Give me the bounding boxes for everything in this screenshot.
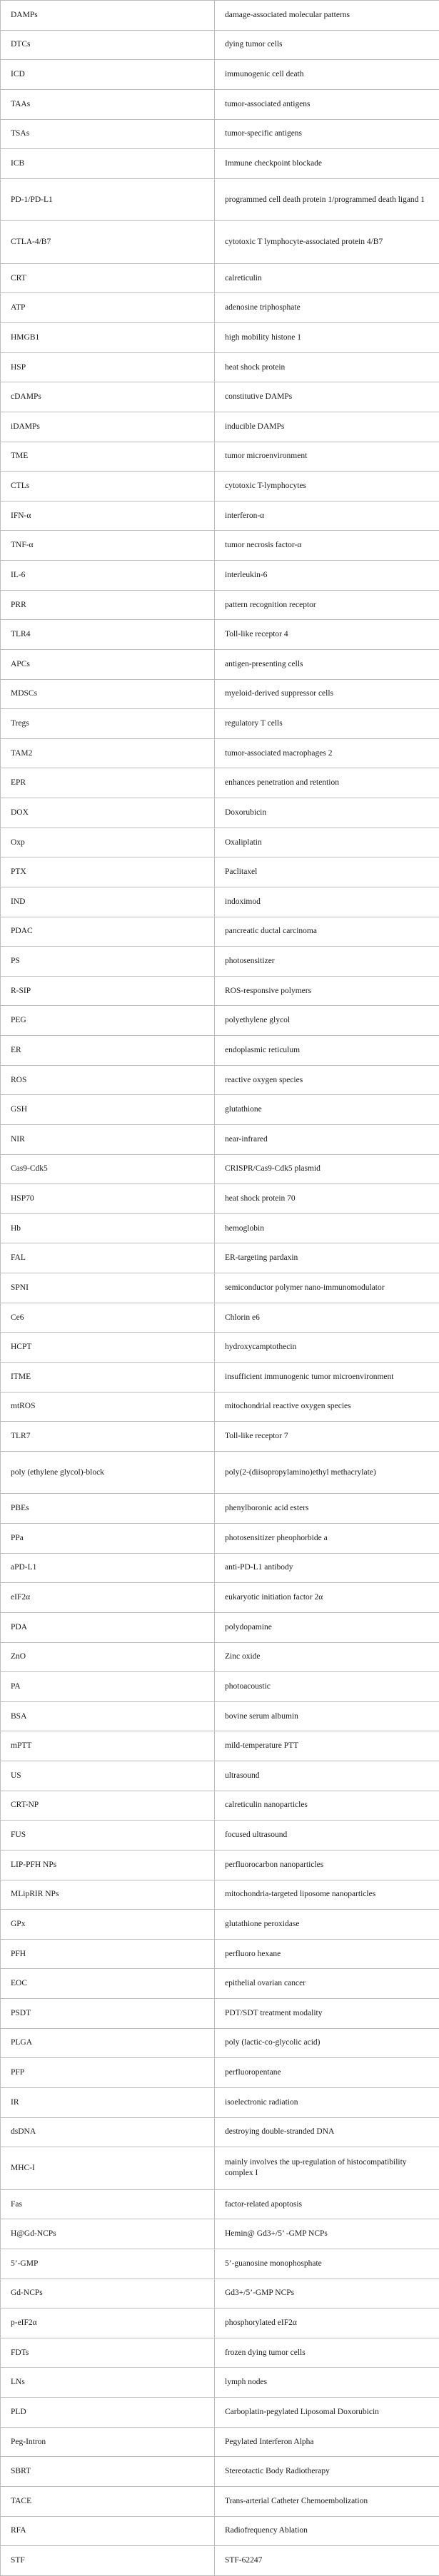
table-row (1, 30, 439, 60)
definition-cell: tumor-associated antigens (215, 89, 439, 119)
abbreviation-cell: PLD (1, 2398, 215, 2428)
definition-cell: Zinc oxide (215, 1642, 439, 1672)
definition-cell: perfluoropentane (215, 2058, 439, 2088)
table-row (1, 501, 439, 531)
table-row (1, 1880, 439, 1910)
table-row (1, 1969, 439, 1999)
abbreviation-cell: dsDNA (1, 2117, 215, 2147)
abbreviation-cell: HCPT (1, 1333, 215, 1363)
abbreviation-cell: TAM2 (1, 738, 215, 768)
definition-cell: pancreatic ductal carcinoma (215, 917, 439, 947)
table-row (1, 679, 439, 709)
definition-cell: CRISPR/Cas9-Cdk5 plasmid (215, 1154, 439, 1184)
abbreviation-cell: EPR (1, 768, 215, 798)
table-row (1, 2219, 439, 2249)
definition-cell: Hemin@ Gd3+/5’ -GMP NCPs (215, 2219, 439, 2249)
definition-cell: heat shock protein 70 (215, 1184, 439, 1214)
table-row (1, 89, 439, 119)
abbreviation-cell: PRR (1, 590, 215, 620)
abbreviation-cell: DTCs (1, 30, 215, 60)
table-row (1, 649, 439, 679)
abbreviation-cell: PEG (1, 1006, 215, 1036)
definition-cell: polyethylene glycol (215, 1006, 439, 1036)
definition-cell: photoacoustic (215, 1672, 439, 1702)
abbreviations-table-body (1, 1, 439, 2576)
abbreviation-cell: RFA (1, 2516, 215, 2546)
abbreviation-cell: HSP (1, 352, 215, 382)
definition-cell: lymph nodes (215, 2368, 439, 2398)
table-row (1, 1701, 439, 1731)
abbreviation-cell: CTLA-4/B7 (1, 221, 215, 264)
abbreviation-cell: Cas9-Cdk5 (1, 1154, 215, 1184)
abbreviation-cell: IR (1, 2087, 215, 2117)
definition-cell: semiconductor polymer nano-immunomodulator (215, 1273, 439, 1303)
table-row (1, 2249, 439, 2279)
definition-cell: Toll-like receptor 7 (215, 1422, 439, 1452)
definition-cell: high mobility histone 1 (215, 323, 439, 353)
table-row (1, 149, 439, 179)
definition-cell: PDT/SDT treatment modality (215, 1999, 439, 2029)
abbreviation-cell: IFN-α (1, 501, 215, 531)
abbreviation-cell: CRT (1, 263, 215, 293)
table-row (1, 1524, 439, 1554)
abbreviation-cell: Fas (1, 2189, 215, 2219)
table-row (1, 1672, 439, 1702)
abbreviation-cell: 5’-GMP (1, 2249, 215, 2279)
abbreviation-cell: poly (ethylene glycol)-block (1, 1451, 215, 1494)
table-row (1, 1065, 439, 1095)
table-row (1, 412, 439, 442)
definition-cell: regulatory T cells (215, 709, 439, 739)
table-row (1, 1362, 439, 1392)
table-row (1, 2338, 439, 2368)
abbreviation-cell: Hb (1, 1213, 215, 1243)
table-row (1, 178, 439, 221)
definition-cell: hydroxycamptothecin (215, 1333, 439, 1363)
abbreviation-cell: EOC (1, 1969, 215, 1999)
definition-cell: Stereotactic Body Radiotherapy (215, 2457, 439, 2487)
abbreviation-cell: IL-6 (1, 561, 215, 591)
definition-cell: eukaryotic initiation factor 2α (215, 1583, 439, 1613)
definition-cell: near-infrared (215, 1124, 439, 1154)
table-row (1, 60, 439, 90)
abbreviation-cell: ITME (1, 1362, 215, 1392)
table-row (1, 1850, 439, 1880)
definition-cell: adenosine triphosphate (215, 293, 439, 323)
abbreviation-cell: iDAMPs (1, 412, 215, 442)
definition-cell: programmed cell death protein 1/programmed death ligand 1 (215, 178, 439, 221)
abbreviation-cell: mtROS (1, 1392, 215, 1422)
table-row (1, 1731, 439, 1761)
table-row (1, 472, 439, 502)
table-row (1, 2147, 439, 2190)
definition-cell: STF-62247 (215, 2546, 439, 2576)
definition-cell: factor-related apoptosis (215, 2189, 439, 2219)
definition-cell: phenylboronic acid esters (215, 1494, 439, 1524)
definition-cell: hemoglobin (215, 1213, 439, 1243)
definition-cell: frozen dying tumor cells (215, 2338, 439, 2368)
abbreviation-cell: PDAC (1, 917, 215, 947)
definition-cell: cytotoxic T lymphocyte-associated protein 4/B7 (215, 221, 439, 264)
definition-cell: bovine serum albumin (215, 1701, 439, 1731)
definition-cell: poly(2-(diisopropylamino)ethyl methacrylate) (215, 1451, 439, 1494)
abbreviation-cell: mPTT (1, 1731, 215, 1761)
table-row (1, 1154, 439, 1184)
definition-cell: heat shock protein (215, 352, 439, 382)
table-row (1, 1821, 439, 1850)
abbreviation-cell: GPx (1, 1910, 215, 1940)
abbreviation-cell: MHC-I (1, 2147, 215, 2190)
abbreviation-cell: PSDT (1, 1999, 215, 2029)
table-row (1, 1243, 439, 1273)
table-row (1, 2058, 439, 2088)
abbreviation-cell: PFH (1, 1939, 215, 1969)
definition-cell: phosphorylated eIF2α (215, 2308, 439, 2338)
table-row (1, 1553, 439, 1583)
table-row (1, 2028, 439, 2058)
table-row (1, 221, 439, 264)
table-row (1, 1303, 439, 1333)
table-row (1, 2516, 439, 2546)
table-row (1, 1939, 439, 1969)
abbreviation-cell: ROS (1, 1065, 215, 1095)
abbreviation-cell: TLR4 (1, 620, 215, 650)
table-row (1, 2279, 439, 2308)
definition-cell: ultrasound (215, 1761, 439, 1791)
table-row (1, 1184, 439, 1214)
table-row (1, 1273, 439, 1303)
table-row (1, 293, 439, 323)
definition-cell: cytotoxic T-lymphocytes (215, 472, 439, 502)
abbreviation-cell: MLipRIR NPs (1, 1880, 215, 1910)
definition-cell: Doxorubicin (215, 798, 439, 828)
table-row (1, 1451, 439, 1494)
definition-cell: photosensitizer pheophorbide a (215, 1524, 439, 1554)
table-row (1, 1124, 439, 1154)
table-row (1, 1791, 439, 1821)
table-row (1, 738, 439, 768)
table-row (1, 1494, 439, 1524)
definition-cell: constitutive DAMPs (215, 382, 439, 412)
abbreviation-cell: DAMPs (1, 1, 215, 31)
table-row (1, 531, 439, 561)
abbreviation-cell: CRT-NP (1, 1791, 215, 1821)
abbreviation-cell: LNs (1, 2368, 215, 2398)
abbreviation-cell: Tregs (1, 709, 215, 739)
table-row (1, 2486, 439, 2516)
table-row (1, 2546, 439, 2576)
abbreviation-cell: PDA (1, 1612, 215, 1642)
abbreviation-cell: TACE (1, 2486, 215, 2516)
definition-cell: Radiofrequency Ablation (215, 2516, 439, 2546)
abbreviation-cell: APCs (1, 649, 215, 679)
abbreviation-cell: ATP (1, 293, 215, 323)
abbreviation-cell: TSAs (1, 119, 215, 149)
table-row (1, 2087, 439, 2117)
definition-cell: Gd3+/5’-GMP NCPs (215, 2279, 439, 2308)
table-row (1, 561, 439, 591)
definition-cell: tumor-specific antigens (215, 119, 439, 149)
definition-cell: Oxaliplatin (215, 828, 439, 857)
table-row (1, 1392, 439, 1422)
definition-cell: interleukin-6 (215, 561, 439, 591)
table-row (1, 2308, 439, 2338)
definition-cell: tumor-associated macrophages 2 (215, 738, 439, 768)
definition-cell: glutathione (215, 1095, 439, 1125)
definition-cell: 5’-guanosine monophosphate (215, 2249, 439, 2279)
definition-cell: inducible DAMPs (215, 412, 439, 442)
definition-cell: photosensitizer (215, 947, 439, 977)
abbreviation-cell: ER (1, 1036, 215, 1066)
abbreviation-cell: ICB (1, 149, 215, 179)
table-row (1, 119, 439, 149)
abbreviation-cell: DOX (1, 798, 215, 828)
definition-cell: poly (lactic-co-glycolic acid) (215, 2028, 439, 2058)
definition-cell: interferon-α (215, 501, 439, 531)
abbreviation-cell: FDTs (1, 2338, 215, 2368)
definition-cell: mainly involves the up-regulation of histocompatibility complex I (215, 2147, 439, 2190)
table-row (1, 2368, 439, 2398)
abbreviation-cell: PS (1, 947, 215, 977)
table-row (1, 323, 439, 353)
definition-cell: Carboplatin-pegylated Liposomal Doxorubicin (215, 2398, 439, 2428)
table-row (1, 442, 439, 472)
abbreviation-cell: p-eIF2α (1, 2308, 215, 2338)
abbreviation-cell: PTX (1, 857, 215, 887)
abbreviation-cell: STF (1, 2546, 215, 2576)
abbreviation-cell: Ce6 (1, 1303, 215, 1333)
abbreviation-cell: FUS (1, 1821, 215, 1850)
definition-cell: Paclitaxel (215, 857, 439, 887)
abbreviation-cell: Oxp (1, 828, 215, 857)
definition-cell: focused ultrasound (215, 1821, 439, 1850)
definition-cell: epithelial ovarian cancer (215, 1969, 439, 1999)
abbreviation-cell: cDAMPs (1, 382, 215, 412)
table-row (1, 1333, 439, 1363)
definition-cell: endoplasmic reticulum (215, 1036, 439, 1066)
definition-cell: immunogenic cell death (215, 60, 439, 90)
abbreviation-cell: US (1, 1761, 215, 1791)
abbreviation-cell: PBEs (1, 1494, 215, 1524)
abbreviation-cell: ICD (1, 60, 215, 90)
abbreviation-cell: HSP70 (1, 1184, 215, 1214)
table-row (1, 1422, 439, 1452)
table-row (1, 2398, 439, 2428)
abbreviation-cell: ZnO (1, 1642, 215, 1672)
abbreviation-cell: TNF-α (1, 531, 215, 561)
table-row (1, 1612, 439, 1642)
definition-cell: dying tumor cells (215, 30, 439, 60)
definition-cell: ER-targeting pardaxin (215, 1243, 439, 1273)
definition-cell: perfluorocarbon nanoparticles (215, 1850, 439, 1880)
definition-cell: damage-associated molecular patterns (215, 1, 439, 31)
abbreviation-cell: FAL (1, 1243, 215, 1273)
definition-cell: pattern recognition receptor (215, 590, 439, 620)
table-row (1, 2427, 439, 2457)
definition-cell: Immune checkpoint blockade (215, 149, 439, 179)
abbreviation-cell: TAAs (1, 89, 215, 119)
abbreviation-cell: Peg-Intron (1, 2427, 215, 2457)
table-row (1, 917, 439, 947)
abbreviation-cell: SBRT (1, 2457, 215, 2487)
abbreviation-cell: GSH (1, 1095, 215, 1125)
abbreviation-cell: PFP (1, 2058, 215, 2088)
abbreviation-cell: PPa (1, 1524, 215, 1554)
definition-cell: myeloid-derived suppressor cells (215, 679, 439, 709)
definition-cell: mitochondria-targeted liposome nanoparticles (215, 1880, 439, 1910)
definition-cell: Chlorin e6 (215, 1303, 439, 1333)
abbreviation-cell: LIP-PFH NPs (1, 1850, 215, 1880)
definition-cell: tumor necrosis factor-α (215, 531, 439, 561)
abbreviation-cell: TLR7 (1, 1422, 215, 1452)
definition-cell: calreticulin (215, 263, 439, 293)
table-row (1, 1, 439, 31)
table-row (1, 798, 439, 828)
table-row (1, 1095, 439, 1125)
table-row (1, 1999, 439, 2029)
table-row (1, 1910, 439, 1940)
table-row (1, 2117, 439, 2147)
abbreviation-cell: H@Gd-NCPs (1, 2219, 215, 2249)
abbreviation-cell: PD-1/PD-L1 (1, 178, 215, 221)
table-row (1, 352, 439, 382)
definition-cell: calreticulin nanoparticles (215, 1791, 439, 1821)
table-row (1, 1761, 439, 1791)
definition-cell: enhances penetration and retention (215, 768, 439, 798)
definition-cell: Trans-arterial Catheter Chemoembolization (215, 2486, 439, 2516)
definition-cell: indoximod (215, 887, 439, 917)
abbreviation-cell: CTLs (1, 472, 215, 502)
table-row (1, 828, 439, 857)
abbreviation-cell: MDSCs (1, 679, 215, 709)
abbreviation-cell: eIF2α (1, 1583, 215, 1613)
table-row (1, 2457, 439, 2487)
abbreviation-cell: R-SIP (1, 976, 215, 1006)
definition-cell: mitochondrial reactive oxygen species (215, 1392, 439, 1422)
table-row (1, 590, 439, 620)
definition-cell: polydopamine (215, 1612, 439, 1642)
table-row (1, 976, 439, 1006)
table-row (1, 1583, 439, 1613)
table-row (1, 382, 439, 412)
definition-cell: Pegylated Interferon Alpha (215, 2427, 439, 2457)
abbreviation-cell: BSA (1, 1701, 215, 1731)
table-row (1, 1213, 439, 1243)
abbreviation-cell: PA (1, 1672, 215, 1702)
table-row (1, 857, 439, 887)
table-row (1, 887, 439, 917)
abbreviation-cell: aPD-L1 (1, 1553, 215, 1583)
definition-cell: mild-temperature PTT (215, 1731, 439, 1761)
definition-cell: glutathione peroxidase (215, 1910, 439, 1940)
abbreviation-cell: TME (1, 442, 215, 472)
abbreviation-cell: SPNI (1, 1273, 215, 1303)
definition-cell: destroying double-stranded DNA (215, 2117, 439, 2147)
table-row (1, 2189, 439, 2219)
table-row (1, 620, 439, 650)
table-row (1, 263, 439, 293)
abbreviation-cell: Gd-NCPs (1, 2279, 215, 2308)
table-row (1, 1006, 439, 1036)
table-row (1, 709, 439, 739)
definition-cell: tumor microenvironment (215, 442, 439, 472)
table-row (1, 947, 439, 977)
table-row (1, 1642, 439, 1672)
definition-cell: insufficient immunogenic tumor microenvironment (215, 1362, 439, 1392)
definition-cell: isoelectronic radiation (215, 2087, 439, 2117)
definition-cell: perfluoro hexane (215, 1939, 439, 1969)
definition-cell: antigen-presenting cells (215, 649, 439, 679)
definition-cell: ROS-responsive polymers (215, 976, 439, 1006)
table-row (1, 768, 439, 798)
abbreviation-cell: HMGB1 (1, 323, 215, 353)
definition-cell: anti-PD-L1 antibody (215, 1553, 439, 1583)
table-row (1, 1036, 439, 1066)
abbreviation-cell: NIR (1, 1124, 215, 1154)
definition-cell: Toll-like receptor 4 (215, 620, 439, 650)
abbreviation-cell: IND (1, 887, 215, 917)
definition-cell: reactive oxygen species (215, 1065, 439, 1095)
abbreviation-cell: PLGA (1, 2028, 215, 2058)
